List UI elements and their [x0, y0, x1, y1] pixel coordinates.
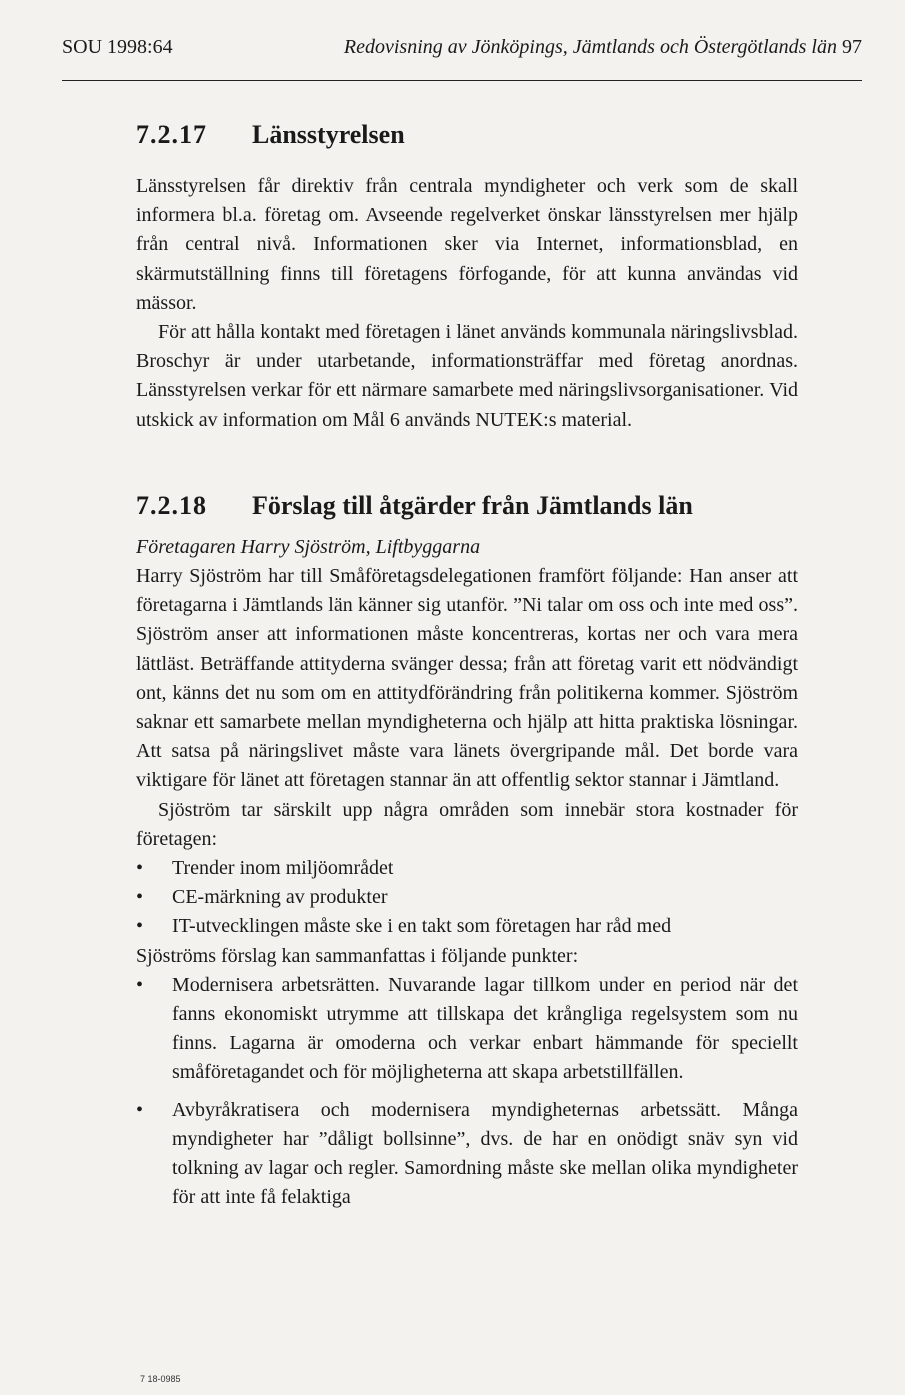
- section-heading-7-2-18: [136, 489, 798, 523]
- header-title-and-page: [344, 36, 862, 59]
- paragraph: Sjöströms förslag kan sammanfattas i följande punkter:: [136, 944, 579, 967]
- section-heading-7-2-17: [136, 118, 798, 152]
- bullet-icon: •: [136, 857, 144, 880]
- print-code: 7 18-0985: [140, 1374, 181, 1384]
- header-rule: [62, 80, 862, 81]
- bullet-list-proposals: [136, 971, 798, 1213]
- section-title: Förslag till åtgärder från Jämtlands län: [252, 490, 693, 520]
- page-body: [136, 118, 798, 1213]
- header-title: Redovisning av Jönköpings, Jämtlands och Östergötlands län: [343, 36, 837, 58]
- bullet-icon: •: [136, 1098, 144, 1121]
- bullet-list-costs: [136, 854, 798, 942]
- bullet-icon: •: [136, 886, 144, 909]
- list-item: • Trender inom miljöområdet: [136, 854, 798, 883]
- bullet-icon: •: [136, 915, 144, 938]
- list-item: • Modernisera arbetsrätten. Nuvarande lagar tillkom under en period när det fanns ekonomiskt utrymme att tillskapa det krångliga regelsystem som nu finns. Lagarna är omoderna och verkar enbart hämmande för speciellt småföretagandet och för möjligheterna att skapa arbetstillfällen.: [136, 971, 798, 1088]
- paragraph: Sjöström tar särskilt upp några områden som innebär stora kostnader för företagen:: [136, 798, 798, 850]
- page-number: 97: [842, 36, 862, 58]
- section-number: 7.2.17: [136, 120, 207, 149]
- section-number: 7.2.18: [136, 490, 207, 520]
- bullet-icon: •: [136, 973, 144, 996]
- list-item: • IT-utvecklingen måste ske i en takt som företagen har råd med: [136, 912, 798, 941]
- running-header: [62, 36, 862, 66]
- paragraph: För att hålla kontakt med företagen i länet används kommunala näringslivsblad. Broschyr är under utarbetande, informationsträffar med företag anordnas. Länsstyrelsen verkar för ett närmare samarbete med näringslivsorganisationer. Vid utskick av information om Mål 6 används NUTEK:s material.: [136, 321, 798, 431]
- report-number: SOU 1998:64: [62, 36, 173, 58]
- list-item: • Avbyråkratisera och modernisera myndigheternas arbetssätt. Många myndigheter har ”dåligt bollsinne”, dvs. de har en onödigt snäv syn vid tolkning av lagar och regler. Samordning måste ske mellan olika myndigheter för att inte få felaktiga: [136, 1096, 798, 1213]
- section-title: Länsstyrelsen: [252, 120, 405, 149]
- paragraph: Länsstyrelsen får direktiv från centrala myndigheter och verk som de skall informera bl.a. företag om. Avseende regelverket önskar länsstyrelsen mer hjälp från central nivå. Informationen sker via Internet, informationsblad, en skärmutställning finns till företagens förfogande, för att kunna användas vid mässor.: [136, 175, 798, 314]
- paragraph: Harry Sjöström har till Småföretagsdelegationen framfört följande: Han anser att företagarna i Jämtlands län känner sig utanför. ”Ni talar om oss och inte med oss”. Sjöström anser att informationen måste koncentreras, kortas ner och vara mera lättläst. Beträffande attityderna svänger dessa; från att företag varit ett nödvändigt ont, känns det nu som om en attitydförändring från politikerna kommer. Sjöström saknar ett samarbete mellan myndigheterna och hjälp att hitta praktiska lösningar. Att satsa på näringslivet måste vara länets övergripande mål. Det borde vara viktigare för länet att företagen stannar än att offentlig sektor stannar i Jämtland.: [136, 565, 798, 792]
- subheading: Företagaren Harry Sjöström, Liftbyggarna: [136, 535, 481, 558]
- list-item: • CE-märkning av produkter: [136, 883, 798, 912]
